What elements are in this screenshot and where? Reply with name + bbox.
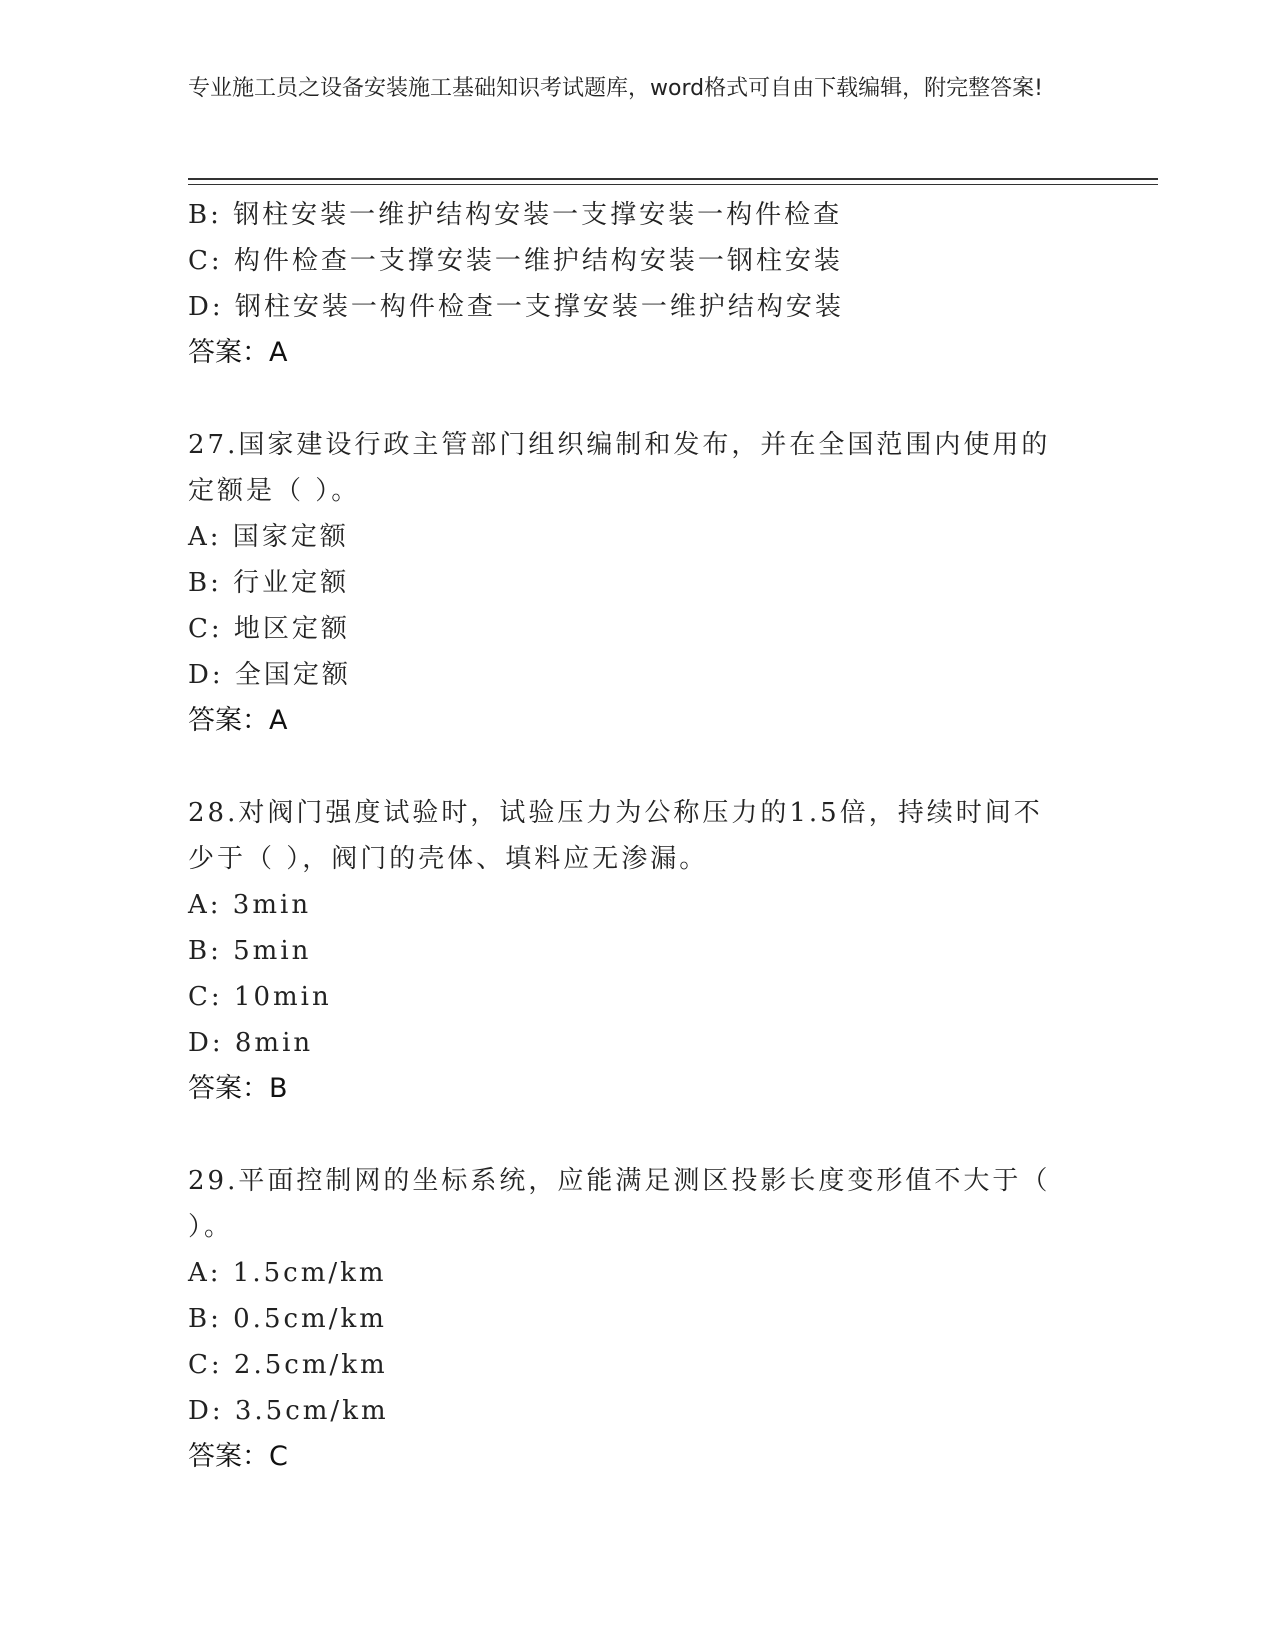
option-d: D: 3.5cm/km (188, 1396, 389, 1426)
option-c: C: 2.5cm/km (188, 1350, 388, 1380)
option-d: D: 8min (188, 1028, 314, 1058)
question-text: 27.国家建设行政主管部门组织编制和发布，并在全国范围内使用的定额是（ ）。 (188, 430, 1051, 506)
question-28 (188, 790, 1088, 1112)
spacer (188, 1112, 1088, 1158)
question-27 (188, 422, 1088, 744)
option-c: C: 地区定额 (188, 614, 350, 644)
option-a: A: 国家定额 (188, 522, 349, 552)
spacer (188, 744, 1088, 790)
previous-question-block (188, 192, 1088, 376)
option-c: C: 构件检查一支撑安装一维护结构安装一钢柱安装 (188, 246, 843, 276)
question-text: 29.平面控制网的坐标系统，应能满足测区投影长度变形值不大于（ ）。 (188, 1166, 1051, 1242)
option-a: A: 3min (188, 890, 312, 920)
question-29 (188, 1158, 1088, 1480)
header-divider-thick (188, 178, 1158, 180)
option-b: B: 0.5cm/km (188, 1304, 387, 1334)
option-d: D: 全国定额 (188, 660, 351, 690)
answer-line: 答案：A (188, 705, 288, 736)
question-text: 28.对阀门强度试验时，试验压力为公称压力的1.5倍，持续时间不少于（ ），阀门的壳体、填料应无渗漏。 (188, 798, 1043, 874)
answer-line: 答案：B (188, 1073, 288, 1104)
option-b: B: 5min (188, 936, 312, 966)
option-d: D: 钢柱安装一构件检查一支撑安装一维护结构安装 (188, 292, 844, 322)
document-header: 专业施工员之设备安装施工基础知识考试题库，word格式可自由下载编辑，附完整答案! (188, 76, 1043, 101)
header-divider-thin (188, 184, 1158, 185)
question-list (188, 192, 1088, 1480)
option-a: A: 1.5cm/km (188, 1258, 387, 1288)
answer-line: 答案：C (188, 1441, 288, 1472)
spacer (188, 376, 1088, 422)
option-c: C: 10min (188, 982, 332, 1012)
answer-line: 答案：A (188, 337, 288, 368)
option-b: B: 行业定额 (188, 568, 350, 598)
option-b: B: 钢柱安装一维护结构安装一支撑安装一构件检查 (188, 200, 843, 230)
